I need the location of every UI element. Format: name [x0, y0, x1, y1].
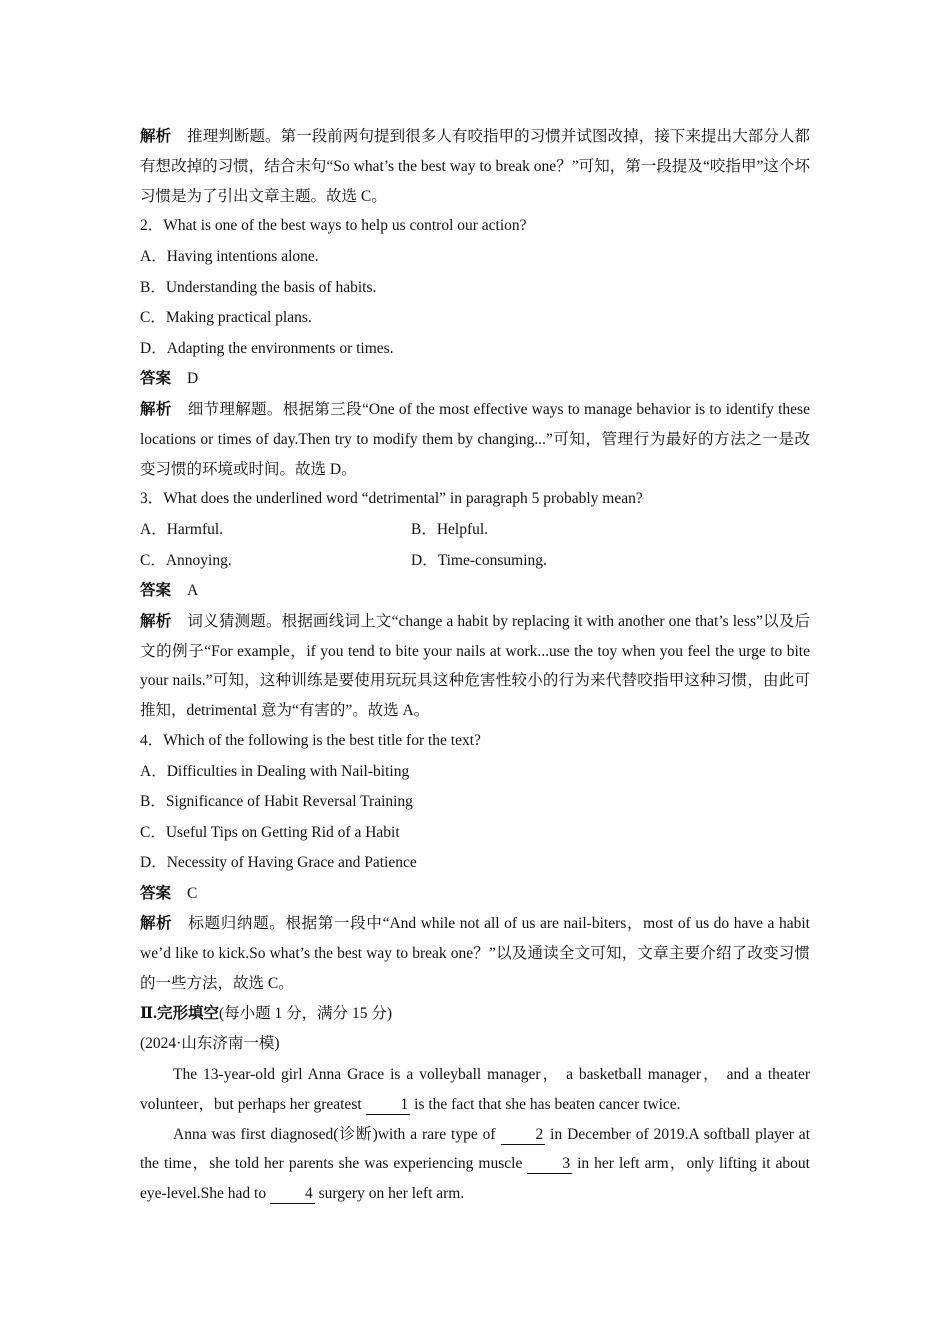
question-3-option-a: A．Harmful.	[140, 520, 224, 538]
cloze-text: in December of 2019.A softball player at the time，she told her parents she was experiencing muscle	[140, 1125, 810, 1173]
q1-analysis	[140, 122, 810, 211]
cloze-text: Anna was first diagnosed(诊断)with a rare type of	[173, 1125, 501, 1143]
question-2-option-c: C．Making practical plans.	[140, 309, 312, 327]
question-3-option-d: D．Time-consuming.	[411, 551, 547, 569]
analysis-text: 词义猜测题。根据画线词上文“change a habit by replacing it with another one that’s less”以及后文的例子“For example，if you tend to bite your nails at work...use the toy when you feel the urge to bite your nails.”可知，这种训练是要使用玩玩具这种危害性较小的行为来代替咬指甲这种习惯，由此可推知，detrimental 意为“有害的”。故选 A。	[140, 612, 810, 720]
cloze-paragraph-1	[140, 1060, 810, 1120]
cloze-text: in her left arm，only lifting it about eye-level.She had to	[140, 1155, 810, 1203]
question-3-analysis	[140, 607, 810, 726]
cloze-blank-4: 4	[270, 1185, 315, 1204]
question-2-option-a: A．Having intentions alone.	[140, 247, 319, 265]
section-note: (每小题 1 分，满分 15 分)	[218, 1004, 393, 1022]
cloze-paragraph-2	[140, 1120, 810, 1209]
answer-value: D	[187, 370, 199, 388]
analysis-label: 解析	[140, 128, 172, 145]
cloze-blank-1: 1	[366, 1096, 411, 1115]
question-2-stem: 2．What is one of the best ways to help us control our action?	[140, 217, 527, 235]
section-title: Ⅱ.完形填空	[140, 1004, 219, 1022]
document-body	[140, 122, 810, 1209]
question-3-options-row-1	[140, 515, 810, 546]
cloze-blank-3: 3	[527, 1155, 572, 1174]
section-2-heading	[140, 999, 810, 1030]
question-4-option-c: C．Useful Tips on Getting Rid of a Habit	[140, 823, 400, 841]
question-3-options-row-2	[140, 546, 810, 577]
analysis-text: 细节理解题。根据第三段“One of the most effective ways to manage behavior is to identify these locations or times of day.Then try to modify them by changing...”可知，管理行为最好的方法之一是改变习惯的环境或时间。故选 D。	[140, 400, 810, 478]
question-2-option-d: D．Adapting the environments or times.	[140, 339, 394, 357]
answer-value: A	[187, 582, 199, 600]
answer-label: 答案	[140, 370, 172, 388]
question-3-answer	[140, 576, 810, 607]
question-3-stem: 3．What does the underlined word “detrimental” in paragraph 5 probably mean?	[140, 490, 643, 508]
section-2-source: (2024·山东济南一模)	[140, 1035, 280, 1053]
question-2-analysis	[140, 395, 810, 484]
question-4-option-d: D．Necessity of Having Grace and Patience	[140, 854, 417, 872]
cloze-blank-2: 2	[501, 1126, 546, 1145]
analysis-text: 标题归纳题。根据第一段中“And while not all of us are nail-biters，most of us do have a habit we’d like to kick.So what’s the best way to break one？”以及通读全文可知，文章主要介绍了改变习惯的一些方法，故选 C。	[140, 915, 810, 993]
question-4-option-b: B．Significance of Habit Reversal Training	[140, 793, 413, 811]
question-4-answer	[140, 879, 810, 910]
question-4-option-a: A．Difficulties in Dealing with Nail-biting	[140, 762, 410, 780]
question-4-analysis	[140, 909, 810, 998]
question-2-answer	[140, 364, 810, 395]
question-2-option-b: B．Understanding the basis of habits.	[140, 278, 377, 296]
cloze-text: is the fact that she has beaten cancer twice.	[410, 1095, 681, 1113]
question-4-stem: 4．Which of the following is the best title for the text?	[140, 731, 481, 749]
analysis-label: 解析	[140, 612, 172, 630]
question-3-option-c: C．Annoying.	[140, 551, 232, 569]
answer-label: 答案	[140, 582, 172, 600]
question-3-option-b: B．Helpful.	[411, 520, 489, 538]
answer-label: 答案	[140, 884, 172, 902]
analysis-label: 解析	[140, 915, 173, 933]
cloze-text: surgery on her left arm.	[314, 1185, 465, 1203]
analysis-label: 解析	[140, 400, 172, 418]
answer-value: C	[187, 884, 198, 902]
analysis-text: 推理判断题。第一段前两句提到很多人有咬指甲的习惯并试图改掉，接下来提出大部分人都有想改掉的习惯，结合末句“So what’s the best way to break one？”可知，第一段提及“咬指甲”这个坏习惯是为了引出文章主题。故选 C。	[140, 128, 810, 205]
cloze-text: The 13-year-old girl Anna Grace is a volleyball manager， a basketball manager， and a theater volunteer，but perhaps her greatest	[140, 1066, 810, 1113]
